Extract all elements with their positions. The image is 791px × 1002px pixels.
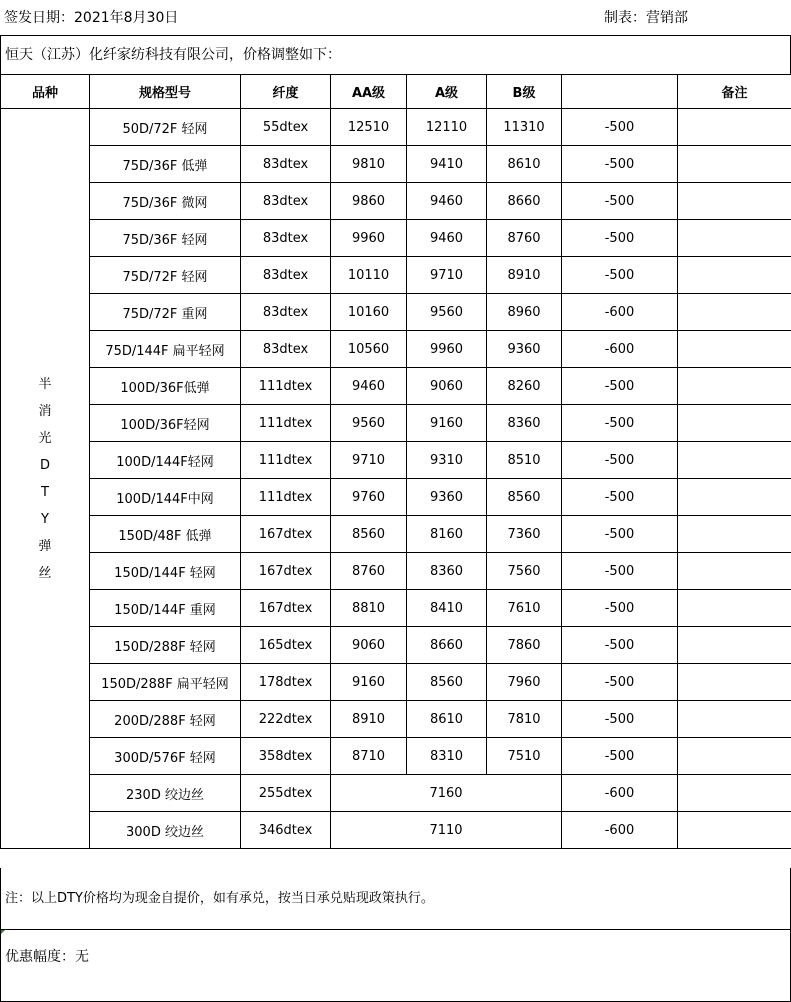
- aa-price-cell: 9460: [331, 368, 407, 405]
- a-price-cell: 9360: [407, 479, 487, 516]
- b-price-cell: 7860: [487, 627, 562, 664]
- a-price-cell: 9560: [407, 294, 487, 331]
- table-row: [1, 331, 791, 368]
- col-a: A级: [407, 75, 487, 109]
- a-price-cell: 9310: [407, 442, 487, 479]
- spec-cell: 50D/72F 轻网: [90, 109, 241, 146]
- table-row: [1, 220, 791, 257]
- spec-cell: 100D/36F低弹: [90, 368, 241, 405]
- table-row: [1, 405, 791, 442]
- merged-price-cell: 7110: [331, 812, 562, 849]
- merged-price-cell: 7160: [331, 775, 562, 812]
- spec-cell: 75D/144F 扁平轻网: [90, 331, 241, 368]
- col-spec: 规格型号: [90, 75, 241, 109]
- remark-cell: [678, 294, 791, 331]
- b-price-cell: 8510: [487, 442, 562, 479]
- spec-cell: 150D/144F 轻网: [90, 553, 241, 590]
- a-price-cell: 8660: [407, 627, 487, 664]
- b-price-cell: 8560: [487, 479, 562, 516]
- adjust-cell: -500: [562, 664, 678, 701]
- b-price-cell: 7360: [487, 516, 562, 553]
- aa-price-cell: 9560: [331, 405, 407, 442]
- spec-cell: 75D/36F 低弹: [90, 146, 241, 183]
- adjust-cell: -600: [562, 294, 678, 331]
- col-b: B级: [487, 75, 562, 109]
- adjust-cell: -500: [562, 479, 678, 516]
- remark-cell: [678, 109, 791, 146]
- adjust-cell: -600: [562, 812, 678, 849]
- discount-line: 优惠幅度：无: [0, 930, 791, 1002]
- remark-cell: [678, 368, 791, 405]
- adjust-cell: -500: [562, 183, 678, 220]
- b-price-cell: 8610: [487, 146, 562, 183]
- a-price-cell: 8360: [407, 553, 487, 590]
- adjust-cell: -600: [562, 331, 678, 368]
- remark-cell: [678, 183, 791, 220]
- remark-cell: [678, 257, 791, 294]
- a-price-cell: 8160: [407, 516, 487, 553]
- variety-char: 半: [38, 376, 52, 392]
- table-row: [1, 516, 791, 553]
- spec-cell: 75D/36F 微网: [90, 183, 241, 220]
- denier-cell: 111dtex: [241, 368, 331, 405]
- b-price-cell: 7610: [487, 590, 562, 627]
- remark-cell: [678, 627, 791, 664]
- b-price-cell: 7810: [487, 701, 562, 738]
- spec-cell: 150D/288F 轻网: [90, 627, 241, 664]
- b-price-cell: 7510: [487, 738, 562, 775]
- variety-char: 消: [38, 403, 52, 419]
- denier-cell: 83dtex: [241, 146, 331, 183]
- table-row: [1, 294, 791, 331]
- table-row: [1, 701, 791, 738]
- variety-char: 光: [38, 430, 52, 446]
- remark-cell: [678, 775, 791, 812]
- denier-cell: 83dtex: [241, 294, 331, 331]
- col-denier: 纤度: [241, 75, 331, 109]
- spec-cell: 100D/36F轻网: [90, 405, 241, 442]
- denier-cell: 83dtex: [241, 183, 331, 220]
- denier-cell: 111dtex: [241, 479, 331, 516]
- spec-cell: 75D/72F 重网: [90, 294, 241, 331]
- adjust-cell: -500: [562, 257, 678, 294]
- b-price-cell: 8660: [487, 183, 562, 220]
- remark-cell: [678, 590, 791, 627]
- col-remark: 备注: [678, 75, 791, 109]
- table-row: [1, 479, 791, 516]
- aa-price-cell: 8910: [331, 701, 407, 738]
- aa-price-cell: 8560: [331, 516, 407, 553]
- remark-cell: [678, 479, 791, 516]
- b-price-cell: 8260: [487, 368, 562, 405]
- spec-cell: 100D/144F中网: [90, 479, 241, 516]
- aa-price-cell: 9760: [331, 479, 407, 516]
- remark-cell: [678, 220, 791, 257]
- aa-price-cell: 12510: [331, 109, 407, 146]
- spec-cell: 200D/288F 轻网: [90, 701, 241, 738]
- a-price-cell: 12110: [407, 109, 487, 146]
- a-price-cell: 9460: [407, 183, 487, 220]
- adjust-cell: -500: [562, 553, 678, 590]
- b-price-cell: 8760: [487, 220, 562, 257]
- aa-price-cell: 8760: [331, 553, 407, 590]
- adjust-cell: -500: [562, 701, 678, 738]
- denier-cell: 222dtex: [241, 701, 331, 738]
- remark-cell: [678, 553, 791, 590]
- a-price-cell: 8610: [407, 701, 487, 738]
- table-row: [1, 590, 791, 627]
- remark-cell: [678, 701, 791, 738]
- spec-cell: 300D/576F 轻网: [90, 738, 241, 775]
- prepared-by: 制表：营销部: [604, 10, 688, 26]
- spec-cell: 150D/144F 重网: [90, 590, 241, 627]
- aa-price-cell: 10160: [331, 294, 407, 331]
- b-price-cell: 8910: [487, 257, 562, 294]
- remark-cell: [678, 664, 791, 701]
- table-row: [1, 368, 791, 405]
- company-line: 恒天（江苏）化纤家纺科技有限公司，价格调整如下：: [0, 36, 791, 74]
- aa-price-cell: 9960: [331, 220, 407, 257]
- a-price-cell: 8560: [407, 664, 487, 701]
- adjust-cell: -500: [562, 109, 678, 146]
- table-row: [1, 442, 791, 479]
- adjust-cell: -500: [562, 738, 678, 775]
- adjust-cell: -500: [562, 368, 678, 405]
- adjust-cell: -500: [562, 146, 678, 183]
- denier-cell: 83dtex: [241, 220, 331, 257]
- variety-char: Y: [41, 511, 49, 527]
- remark-cell: [678, 738, 791, 775]
- denier-cell: 346dtex: [241, 812, 331, 849]
- variety-char: 弹: [38, 538, 52, 554]
- adjust-cell: -500: [562, 627, 678, 664]
- b-price-cell: 7560: [487, 553, 562, 590]
- b-price-cell: 8360: [487, 405, 562, 442]
- spec-cell: 300D 绞边丝: [90, 812, 241, 849]
- aa-price-cell: 9810: [331, 146, 407, 183]
- denier-cell: 358dtex: [241, 738, 331, 775]
- col-aa: AA级: [331, 75, 407, 109]
- spec-cell: 75D/72F 轻网: [90, 257, 241, 294]
- variety-char: 丝: [38, 565, 52, 581]
- a-price-cell: 9410: [407, 146, 487, 183]
- aa-price-cell: 9860: [331, 183, 407, 220]
- denier-cell: 111dtex: [241, 442, 331, 479]
- variety-char: D: [39, 457, 50, 473]
- table-row: [1, 775, 791, 812]
- spec-cell: 230D 绞边丝: [90, 775, 241, 812]
- table-row: [1, 183, 791, 220]
- aa-price-cell: 10110: [331, 257, 407, 294]
- spec-cell: 75D/36F 轻网: [90, 220, 241, 257]
- denier-cell: 167dtex: [241, 590, 331, 627]
- remark-cell: [678, 405, 791, 442]
- aa-price-cell: 8810: [331, 590, 407, 627]
- table-row: [1, 553, 791, 590]
- table-row: [1, 812, 791, 849]
- adjust-cell: -500: [562, 590, 678, 627]
- a-price-cell: 9460: [407, 220, 487, 257]
- denier-cell: 165dtex: [241, 627, 331, 664]
- variety-cell: [1, 109, 90, 849]
- table-header-row: [1, 75, 791, 109]
- table-row: [1, 257, 791, 294]
- b-price-cell: 8960: [487, 294, 562, 331]
- table-row: [1, 146, 791, 183]
- price-table: [0, 74, 791, 849]
- a-price-cell: 8310: [407, 738, 487, 775]
- adjust-cell: -500: [562, 405, 678, 442]
- spec-cell: 150D/288F 扁平轻网: [90, 664, 241, 701]
- b-price-cell: 7960: [487, 664, 562, 701]
- b-price-cell: 9360: [487, 331, 562, 368]
- aa-price-cell: 10560: [331, 331, 407, 368]
- sheet-header: [0, 0, 791, 36]
- aa-price-cell: 9160: [331, 664, 407, 701]
- aa-price-cell: 8710: [331, 738, 407, 775]
- aa-price-cell: 9060: [331, 627, 407, 664]
- a-price-cell: 9710: [407, 257, 487, 294]
- a-price-cell: 9160: [407, 405, 487, 442]
- denier-cell: 83dtex: [241, 331, 331, 368]
- denier-cell: 167dtex: [241, 553, 331, 590]
- b-price-cell: 11310: [487, 109, 562, 146]
- price-note: 注：以上DTY价格均为现金自提价，如有承兑，按当日承兑贴现政策执行。: [0, 868, 791, 930]
- adjust-cell: -500: [562, 516, 678, 553]
- denier-cell: 55dtex: [241, 109, 331, 146]
- table-row: [1, 627, 791, 664]
- table-row: [1, 109, 791, 146]
- adjust-cell: -500: [562, 220, 678, 257]
- adjust-cell: -500: [562, 442, 678, 479]
- denier-cell: 111dtex: [241, 405, 331, 442]
- remark-cell: [678, 331, 791, 368]
- table-body: [1, 109, 791, 849]
- remark-cell: [678, 812, 791, 849]
- a-price-cell: 9960: [407, 331, 487, 368]
- remark-cell: [678, 146, 791, 183]
- adjust-cell: -600: [562, 775, 678, 812]
- spec-cell: 150D/48F 低弹: [90, 516, 241, 553]
- variety-char: T: [41, 484, 49, 500]
- table-row: [1, 738, 791, 775]
- denier-cell: 83dtex: [241, 257, 331, 294]
- remark-cell: [678, 516, 791, 553]
- table-row: [1, 664, 791, 701]
- denier-cell: 167dtex: [241, 516, 331, 553]
- remark-cell: [678, 442, 791, 479]
- denier-cell: 255dtex: [241, 775, 331, 812]
- a-price-cell: 8410: [407, 590, 487, 627]
- denier-cell: 178dtex: [241, 664, 331, 701]
- spec-cell: 100D/144F轻网: [90, 442, 241, 479]
- col-variety: 品种: [1, 75, 90, 109]
- col-adjust: [562, 75, 678, 109]
- aa-price-cell: 9710: [331, 442, 407, 479]
- issue-date: 签发日期：2021年8月30日: [4, 10, 179, 26]
- a-price-cell: 9060: [407, 368, 487, 405]
